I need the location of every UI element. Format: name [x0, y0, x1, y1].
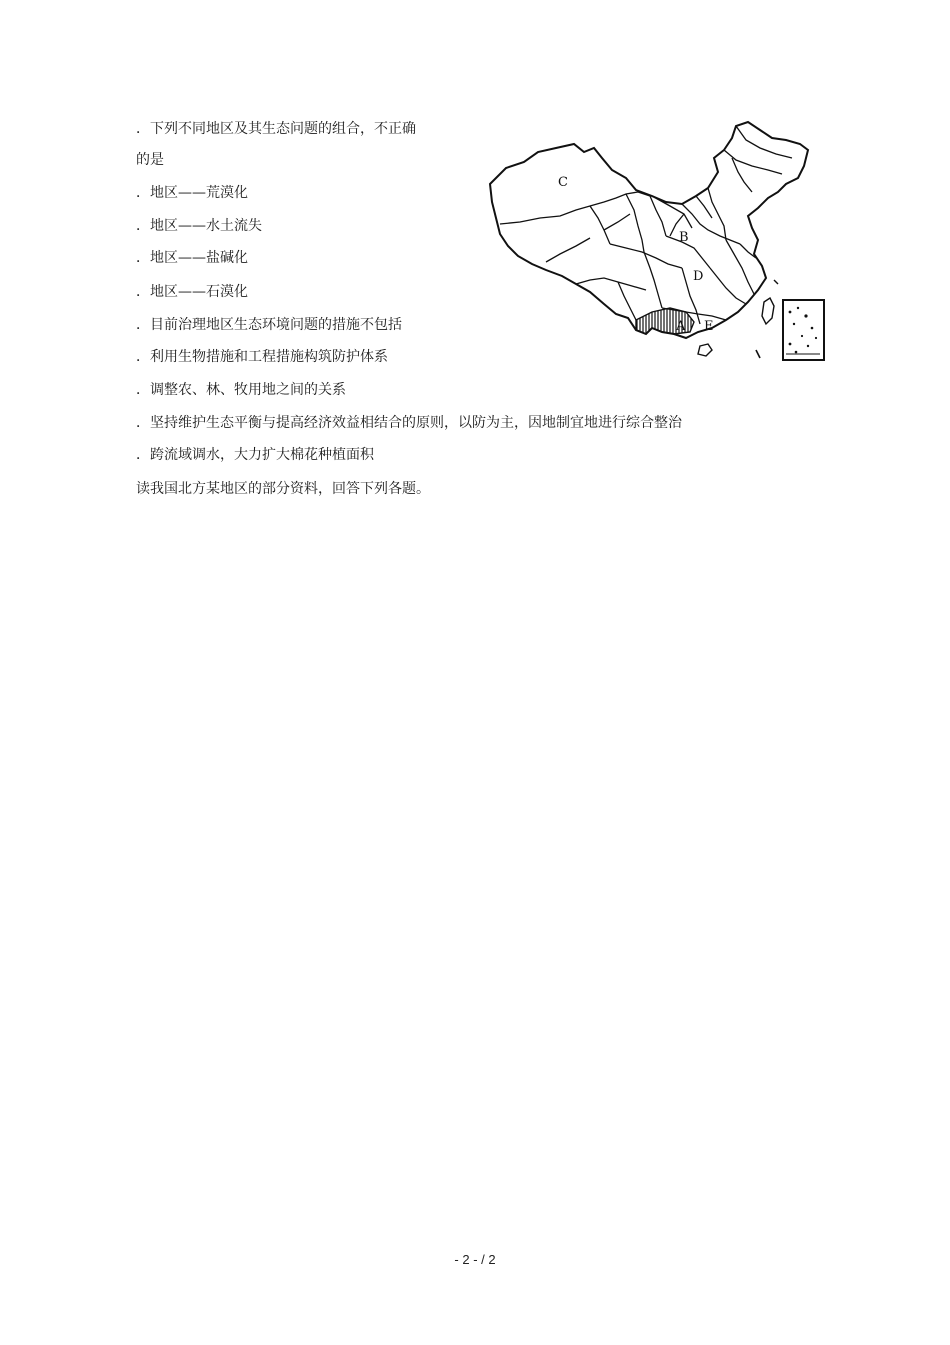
- page-number: - 2 - / 2: [454, 1252, 496, 1267]
- china-map-figure: [486, 118, 828, 368]
- islet-mark: [774, 280, 778, 284]
- country-outline: [490, 122, 808, 338]
- china-map-svg: [486, 118, 828, 368]
- region-label-c: C: [558, 175, 568, 190]
- question-1-stem-continued: 的是: [136, 152, 164, 168]
- option-a: ．地区——荒漠化: [136, 185, 248, 201]
- reading-prompt: 读我国北方某地区的部分资料，回答下列各题。: [136, 481, 430, 497]
- region-label-e: E: [704, 319, 714, 334]
- islet-mark: [756, 350, 760, 358]
- taiwan-island: [762, 298, 774, 324]
- region-label-b: B: [679, 230, 689, 245]
- option-d: ．地区——石漠化: [136, 284, 248, 300]
- question-1-stem: ．下列不同地区及其生态问题的组合，不正确: [136, 121, 416, 137]
- option-c: ．坚持维护生态平衡与提高经济效益相结合的原则，以防为主，因地制宜地进行综合整治: [136, 415, 682, 431]
- option-b: ．调整农、林、牧用地之间的关系: [136, 382, 346, 398]
- question-2-stem: ．目前治理地区生态环境问题的措施不包括: [136, 317, 402, 333]
- option-d: ．跨流域调水，大力扩大棉花种植面积: [136, 447, 374, 463]
- hainan-island: [698, 344, 712, 356]
- option-a: ．利用生物措施和工程措施构筑防护体系: [136, 349, 388, 365]
- region-label-d: D: [693, 269, 704, 284]
- region-label-a: A: [676, 319, 686, 334]
- south-sea-inset: [783, 300, 824, 360]
- option-c: ．地区——盐碱化: [136, 250, 248, 266]
- option-b: ．地区——水土流失: [136, 218, 262, 234]
